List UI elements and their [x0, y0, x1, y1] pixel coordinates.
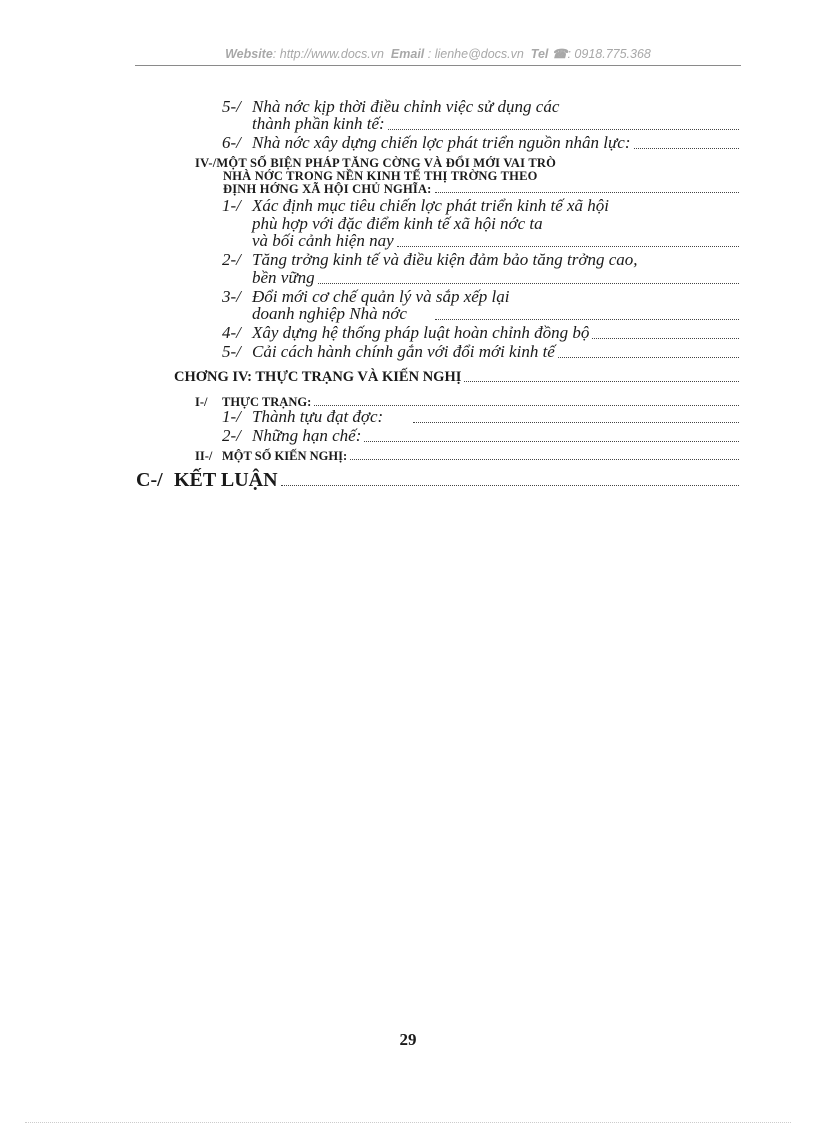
toc-item-1	[222, 196, 609, 216]
toc-section-iv-line2: NHÀ NỚC TRONG NỀN KINH TẾ THỊ TRỜNG THEO	[223, 169, 538, 183]
tel-label: Tel	[530, 47, 549, 61]
website-label: Website	[225, 47, 273, 61]
toc-item-6a-text: Nhà nớc xây dựng chiến lợc phát triển nguồn nhân lực:	[252, 133, 631, 152]
page-header	[135, 46, 741, 61]
toc-leader	[413, 422, 739, 423]
toc-item-5b	[222, 342, 739, 362]
toc-leader	[397, 246, 739, 247]
toc-item-5b-num: 5-/	[222, 342, 241, 361]
toc-item-2-line1: Tăng trởng kinh tế và điều kiện đảm bảo tăng trởng cao,	[252, 250, 638, 269]
toc-item-1-line3-text: và bối cảnh hiện nay	[252, 231, 394, 250]
toc-item-4-text: Xây dựng hệ thống pháp luật hoàn chỉnh đồng bộ	[252, 323, 590, 342]
toc-section-iv-line1: IV-/MỘT SỐ BIỆN PHÁP TĂNG CỜNG VÀ ĐỔI MỚI VAI TRÒ	[195, 156, 557, 170]
toc-item-2-num: 2-/	[222, 250, 241, 269]
toc-chapter-iv-text: CHƠNG IV: THỰC TRẠNG VÀ KIẾN NGHỊ	[174, 369, 462, 385]
toc-chapter-iv	[174, 369, 739, 386]
toc-item-1-line3	[252, 231, 739, 251]
toc-leader	[281, 485, 739, 486]
toc-leader	[592, 338, 739, 339]
toc-section-iv-line3	[223, 182, 739, 197]
toc-item-1-line2: phù hợp với đặc điểm kinh tế xã hội nớc ta	[252, 214, 543, 233]
toc-item-5a-line1: Nhà nớc kịp thời điều chỉnh việc sử dụng các	[252, 97, 560, 116]
toc-sub-ii-text: MỘT SỐ KIẾN NGHỊ:	[222, 449, 348, 463]
toc-item-3-line1: Đổi mới cơ chế quản lý và sắp xếp lại	[252, 287, 510, 306]
toc-item-1-line1: Xác định mục tiêu chiến lợc phát triển kinh tế xã hội	[252, 196, 610, 215]
toc-sub-i-1-num: 1-/	[222, 407, 241, 426]
toc-item-3-num: 3-/	[222, 287, 241, 306]
toc-conclusion-num: C-/	[136, 469, 163, 491]
page-number: 29	[399, 1030, 417, 1049]
toc-leader	[318, 283, 739, 284]
email-label: Email	[390, 47, 425, 61]
header-divider	[135, 65, 741, 66]
toc-item-3-line2	[252, 304, 739, 324]
toc-leader	[364, 441, 739, 442]
toc-sub-i-num: I-/	[195, 395, 208, 409]
toc-item-5a-line2-text: thành phần kinh tế:	[252, 114, 385, 133]
toc-item-2	[222, 250, 638, 270]
toc-sub-i-1-text: Thành tựu đạt đợc:	[252, 407, 384, 426]
toc-item-4	[222, 323, 739, 343]
toc-leader	[350, 459, 739, 460]
toc-conclusion-text: KẾT LUẬN	[174, 469, 278, 491]
toc-item-6a	[222, 133, 739, 153]
toc-sub-i-2-num: 2-/	[222, 426, 241, 445]
toc-item-5a-line2	[252, 114, 739, 134]
toc-item-5a-num: 5-/	[222, 97, 241, 116]
toc-item-1-num: 1-/	[222, 196, 241, 215]
toc-item-3-line2-text: doanh nghiệp Nhà nớc	[252, 304, 407, 323]
toc-leader	[435, 319, 739, 320]
toc-leader	[388, 129, 739, 130]
toc-item-2-line2	[252, 268, 739, 288]
toc-sub-i-2-text: Những hạn chế:	[252, 426, 362, 445]
toc-section-iv-line3-text: ĐỊNH HỚNG XÃ HỘI CHỦ NGHĨA:	[223, 182, 432, 196]
toc-sub-i-1	[222, 407, 739, 427]
toc-leader	[634, 148, 739, 149]
email-value: : lienhe@docs.vn	[427, 47, 524, 61]
toc-leader	[435, 192, 739, 193]
toc-leader	[464, 381, 739, 382]
toc-conclusion	[136, 469, 739, 492]
toc-sub-ii-num: II-/	[195, 449, 213, 463]
website-value: : http://www.docs.vn	[272, 47, 384, 61]
tel-value: : 0918.775.368	[567, 47, 651, 61]
toc-item-5b-text: Cải cách hành chính gắn với đổi mới kinh tế	[252, 342, 555, 361]
toc-item-4-num: 4-/	[222, 323, 241, 342]
toc-sub-ii	[195, 449, 739, 464]
toc-item-2-line2-text: bền vững	[252, 268, 315, 287]
toc-item-6a-num: 6-/	[222, 133, 241, 152]
toc-sub-i-2	[222, 426, 739, 446]
toc-leader	[314, 405, 739, 406]
toc-leader	[558, 357, 739, 358]
toc-sub-i-text: THỰC TRẠNG:	[222, 395, 312, 409]
phone-icon: ☎	[551, 47, 568, 61]
